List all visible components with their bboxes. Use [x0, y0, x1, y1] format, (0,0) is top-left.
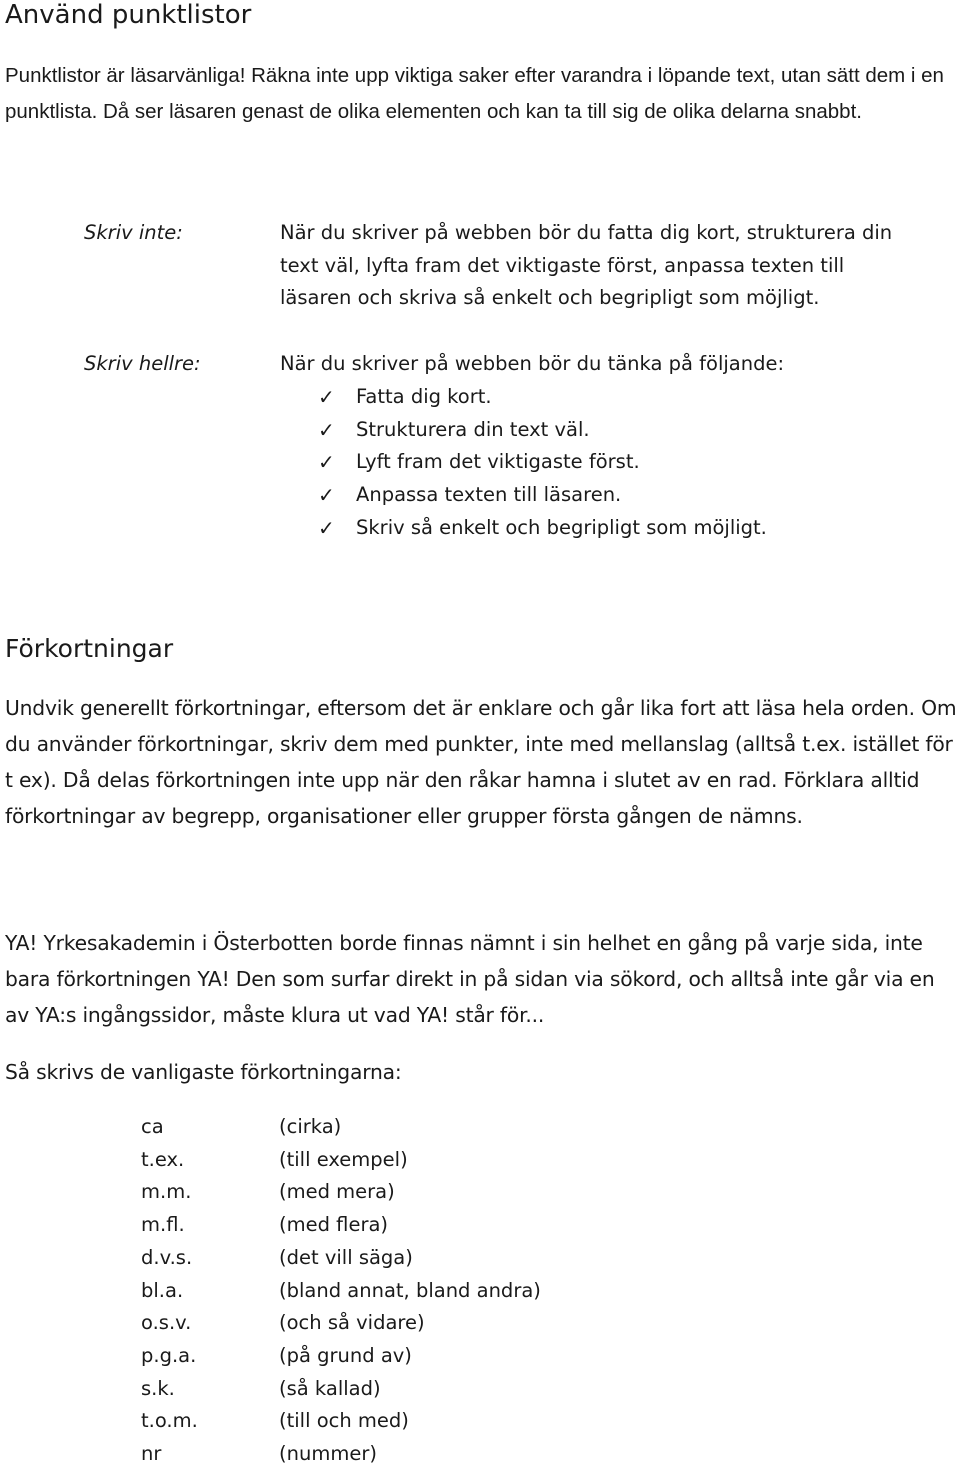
table-row: o.s.v. (och så vidare) — [141, 1311, 425, 1335]
table-row: bl.a. (bland annat, bland andra) — [141, 1278, 541, 1302]
checklist — [280, 381, 767, 545]
paragraph-vanligaste: Så skrivs de vanligaste förkortningarna: — [5, 1060, 402, 1084]
example-good-intro: När du skriver på webben bör du tänka på följande: — [280, 352, 785, 375]
checkmark-icon: ✓ — [318, 385, 335, 409]
checklist-item: ✓ Anpassa texten till läsaren. — [280, 479, 767, 512]
table-row: s.k. (så kallad) — [141, 1376, 381, 1400]
label-skriv-hellre: Skriv hellre: — [84, 352, 201, 375]
table-row: p.g.a. (på grund av) — [141, 1343, 412, 1367]
checklist-item: ✓ Fatta dig kort. — [280, 381, 767, 414]
checklist-item: ✓ Skriv så enkelt och begripligt som möjligt. — [280, 512, 767, 545]
paragraph-forkortningar: Undvik generellt förkortningar, eftersom det är enklare och går lika fort att läsa hela orden. Om du använder förkortningar, skriv dem med punkter, inte med mellanslag (alltså t.ex. istället för t ex). Då delas förkortningen inte upp när den råkar hamna i slutet av en rad. Förklara alltid förkortningar av begrepp, organisationer eller grupper första gången de nämns. — [5, 696, 957, 828]
intro-paragraph: Punktlistor är läsarvänliga! Räkna inte upp viktiga saker efter varandra i löpande text, utan sätt dem i en punktlista. Då ser läsaren genast de olika elementen och kan ta till sig de olika delarna snabbt. — [5, 64, 944, 123]
label-skriv-inte: Skriv inte: — [84, 221, 183, 244]
checklist-item: ✓ Lyft fram det viktigaste först. — [280, 446, 767, 479]
checkmark-icon: ✓ — [318, 417, 335, 442]
heading-forkortningar: Förkortningar — [5, 634, 174, 663]
table-row: m.fl. (med flera) — [141, 1213, 389, 1237]
checklist-item: ✓ Strukturera din text väl. — [280, 414, 767, 447]
table-row: nr (nummer) — [141, 1442, 377, 1466]
table-row: t.o.m. (till och med) — [141, 1409, 409, 1433]
example-bad-text: När du skriver på webben bör du fatta dig kort, strukturera din text väl, lyfta fram det viktigaste först, anpassa texten till läsaren och skriva så enkelt och begripligt som möjligt. — [280, 221, 893, 309]
checkmark-icon: ✓ — [318, 450, 335, 475]
table-row: d.v.s. (det vill säga) — [141, 1245, 413, 1269]
table-row: m.m. (med mera) — [141, 1180, 395, 1204]
paragraph-ya: YA! Yrkesakademin i Österbotten borde finnas nämnt i sin helhet en gång på varje sida, inte bara förkortningen YA! Den som surfar direkt in på sidan via sökord, och alltså inte går via en av YA:s ingångssidor, måste klura ut vad YA! står för... — [5, 931, 935, 1027]
abbreviation-table — [141, 1111, 541, 1471]
heading-punktlistor: Använd punktlistor — [5, 0, 252, 30]
checkmark-icon: ✓ — [318, 483, 335, 508]
table-row: ca (cirka) — [141, 1115, 342, 1138]
table-row: t.ex. (till exempel) — [141, 1147, 408, 1171]
checkmark-icon: ✓ — [318, 515, 335, 540]
